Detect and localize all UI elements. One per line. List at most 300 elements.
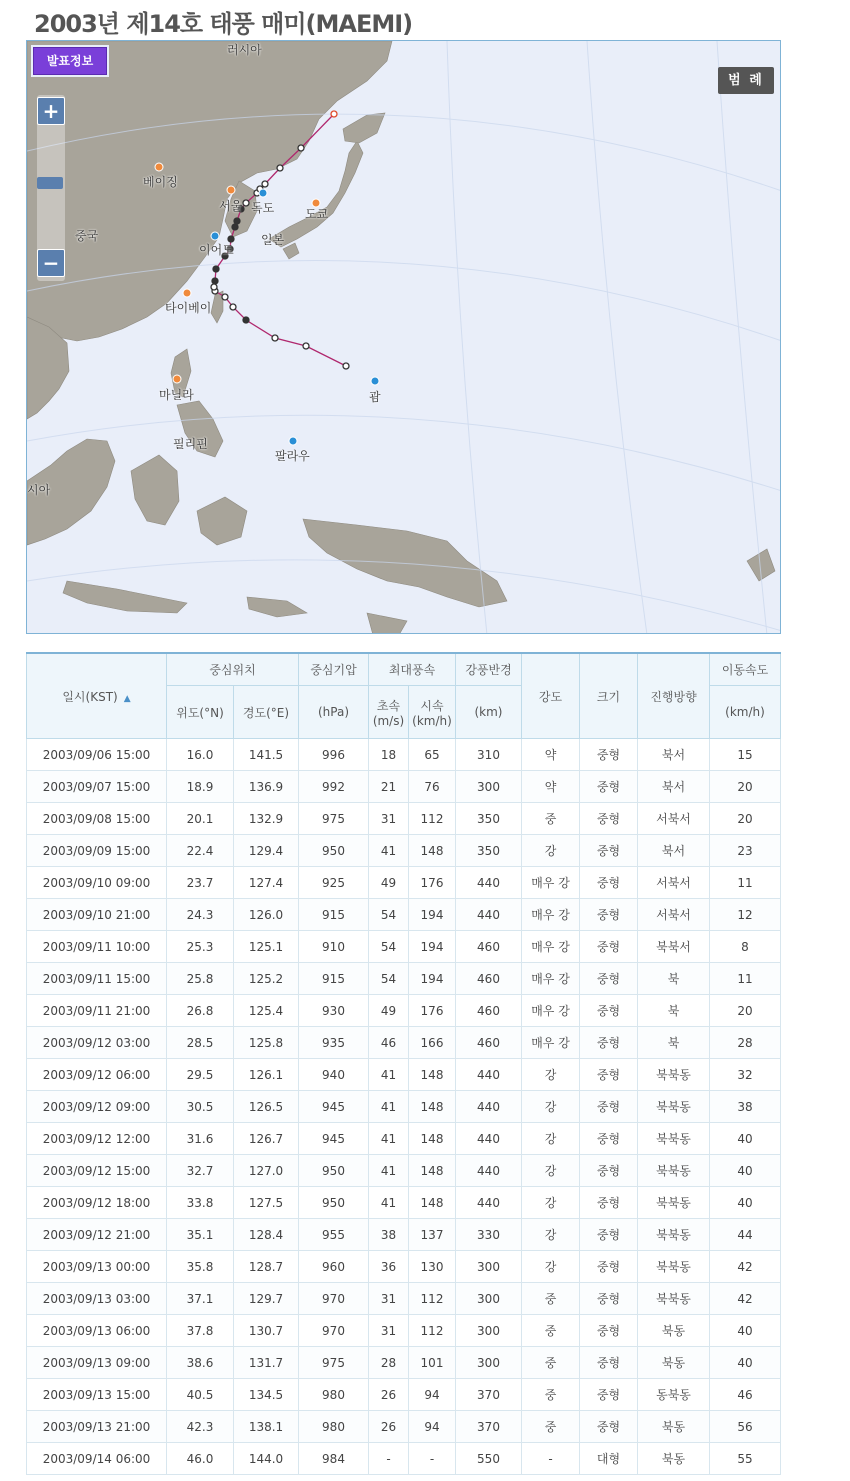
table-cell: 북북동 [638,1091,710,1123]
table-cell: 975 [299,803,369,835]
legend-button[interactable]: 범 례 [718,67,774,94]
table-cell: 북동 [638,1347,710,1379]
table-cell: 29.5 [167,1059,234,1091]
track-node [262,181,268,187]
table-cell: 15 [710,739,781,771]
track-node [298,145,304,151]
table-cell: 41 [369,1155,409,1187]
typhoon-data-table [26,652,781,1475]
table-cell: 300 [456,1347,522,1379]
label-manila: 마닐라 [159,388,194,402]
table-cell: 북북동 [638,1251,710,1283]
table-cell: 매우 강 [522,867,580,899]
label-seoul: 서울 [219,199,243,213]
table-cell: 915 [299,963,369,995]
label-taipei: 타이베이 [165,301,212,315]
header-kmh-unit: (km/h) [412,713,452,728]
table-cell: 126.1 [234,1059,299,1091]
table-cell: 42 [710,1283,781,1315]
table-row [27,867,781,899]
header-ms [369,686,409,739]
table-row [27,995,781,1027]
table-cell: 945 [299,1123,369,1155]
table-cell: 중형 [580,1091,638,1123]
table-cell: 370 [456,1379,522,1411]
table-cell: 매우 강 [522,1027,580,1059]
table-cell: 중형 [580,899,638,931]
track-node [343,363,349,369]
sort-asc-icon[interactable]: ▲ [123,693,131,704]
table-cell: 28 [710,1027,781,1059]
page-title: 2003년 제14호 태풍 매미(MAEMI) [34,10,413,38]
table-cell: 460 [456,963,522,995]
table-cell: 중형 [580,835,638,867]
table-cell: 127.5 [234,1187,299,1219]
table-cell: 중형 [580,1283,638,1315]
table-row [27,739,781,771]
table-cell: 129.4 [234,835,299,867]
header-pressure: 중심기압 [299,653,369,686]
table-cell: 41 [369,1123,409,1155]
table-cell: 2003/09/12 21:00 [27,1219,167,1251]
marker-guam-icon[interactable] [371,377,379,385]
table-cell: 북동 [638,1315,710,1347]
header-size: 크기 [580,653,638,739]
table-cell: 440 [456,1091,522,1123]
table-cell: 300 [456,1315,522,1347]
table-cell: 38 [369,1219,409,1251]
table-cell: 중 [522,1411,580,1443]
table-row [27,1251,781,1283]
table-cell: 132.9 [234,803,299,835]
table-cell: 북북동 [638,1187,710,1219]
table-row [27,835,781,867]
table-cell: 125.1 [234,931,299,963]
table-row [27,1347,781,1379]
table-cell: 54 [369,931,409,963]
table-cell: 975 [299,1347,369,1379]
table-cell: 2003/09/11 10:00 [27,931,167,963]
zoom-slider-handle[interactable] [37,177,63,189]
table-cell: 북북동 [638,1123,710,1155]
header-speed: 이동속도 [710,653,781,686]
table-cell: 2003/09/10 09:00 [27,867,167,899]
table-row [27,963,781,995]
table-cell: 194 [409,963,456,995]
table-cell: 북북동 [638,1219,710,1251]
typhoon-track-map[interactable] [26,40,781,634]
marker-seoul-icon[interactable] [227,186,235,194]
table-cell: 12 [710,899,781,931]
zoom-in-button[interactable]: + [37,97,65,125]
table-cell: 동북동 [638,1379,710,1411]
table-cell: 42 [710,1251,781,1283]
table-cell: 중형 [580,803,638,835]
table-cell: 49 [369,995,409,1027]
table-cell: 130.7 [234,1315,299,1347]
header-datetime-label: 일시(KST) [62,689,118,704]
track-node [272,335,278,341]
table-cell: 40.5 [167,1379,234,1411]
table-cell: 996 [299,739,369,771]
table-cell: 915 [299,899,369,931]
table-cell: 16.0 [167,739,234,771]
table-cell: 중형 [580,995,638,1027]
label-russia: 러시아 [227,43,262,57]
table-cell: 148 [409,1155,456,1187]
table-cell: 중형 [580,1347,638,1379]
table-cell: 중형 [580,867,638,899]
table-cell: 북서 [638,835,710,867]
table-cell: 940 [299,1059,369,1091]
table-cell: 북 [638,995,710,1027]
table-cell: 강 [522,1155,580,1187]
table-cell: 134.5 [234,1379,299,1411]
table-cell: 2003/09/13 03:00 [27,1283,167,1315]
table-cell: 49 [369,867,409,899]
track-node [243,317,249,323]
table-row [27,1091,781,1123]
table-cell: 930 [299,995,369,1027]
table-cell: 서북서 [638,803,710,835]
table-cell: 300 [456,1251,522,1283]
table-cell: 35.8 [167,1251,234,1283]
table-cell: 37.8 [167,1315,234,1347]
track-node [230,304,236,310]
table-cell: 310 [456,739,522,771]
table-cell: 101 [409,1347,456,1379]
table-cell: 40 [710,1155,781,1187]
table-cell: 21 [369,771,409,803]
table-cell: 20 [710,771,781,803]
header-radius: 강풍반경 [456,653,522,686]
table-cell: 24.3 [167,899,234,931]
table-cell: 북 [638,1027,710,1059]
table-cell: 94 [409,1411,456,1443]
marker-ieodo-icon[interactable] [211,232,219,240]
table-cell: 28 [369,1347,409,1379]
table-cell: 945 [299,1091,369,1123]
table-cell: 중 [522,1283,580,1315]
label-philippines: 필리핀 [173,437,208,451]
table-cell: - [369,1443,409,1475]
label-palau: 팔라우 [275,449,310,463]
table-cell: 북북서 [638,931,710,963]
table-cell: 440 [456,1123,522,1155]
label-guam: 괌 [369,390,381,404]
table-cell: 31 [369,1315,409,1347]
label-asia: 시아 [27,483,51,497]
table-row [27,1411,781,1443]
table-cell: 32 [710,1059,781,1091]
table-cell: 2003/09/12 03:00 [27,1027,167,1059]
table-cell: 992 [299,771,369,803]
table-cell: 중 [522,1347,580,1379]
header-center: 중심위치 [167,653,299,686]
table-cell: 350 [456,835,522,867]
publish-info-button[interactable]: 발표정보 [33,47,107,75]
table-cell: 148 [409,835,456,867]
table-cell: 148 [409,1059,456,1091]
table-cell: 약 [522,739,580,771]
table-cell: 955 [299,1219,369,1251]
table-cell: 925 [299,867,369,899]
table-cell: 35.1 [167,1219,234,1251]
table-cell: 강 [522,1091,580,1123]
table-cell: 26 [369,1379,409,1411]
label-beijing: 베이징 [143,175,178,189]
label-ieodo: 이어도 [199,243,234,257]
table-cell: 550 [456,1443,522,1475]
table-row [27,1443,781,1475]
table-cell: 38 [710,1091,781,1123]
table-cell: 300 [456,771,522,803]
table-cell: 11 [710,867,781,899]
header-radius-unit: (km) [456,686,522,739]
table-cell: 126.7 [234,1123,299,1155]
table-cell: 중형 [580,1219,638,1251]
table-cell: 북북동 [638,1283,710,1315]
header-direction: 진행방향 [638,653,710,739]
table-cell: 2003/09/12 18:00 [27,1187,167,1219]
table-cell: 176 [409,867,456,899]
table-cell: 125.2 [234,963,299,995]
table-cell: 강 [522,1123,580,1155]
table-cell: 중형 [580,1379,638,1411]
table-cell: 26 [369,1411,409,1443]
table-cell: 984 [299,1443,369,1475]
table-cell: 127.0 [234,1155,299,1187]
table-cell: 42.3 [167,1411,234,1443]
table-cell: 138.1 [234,1411,299,1443]
table-cell: 북북동 [638,1155,710,1187]
track-node [232,224,238,230]
table-cell: 매우 강 [522,899,580,931]
table-cell: 매우 강 [522,931,580,963]
table-cell: 2003/09/12 15:00 [27,1155,167,1187]
table-cell: 148 [409,1187,456,1219]
map-canvas[interactable] [27,41,781,634]
table-cell: 910 [299,931,369,963]
marker-palau-icon[interactable] [289,437,297,445]
table-cell: 20.1 [167,803,234,835]
table-cell: 강 [522,835,580,867]
header-intensity: 강도 [522,653,580,739]
table-cell: 129.7 [234,1283,299,1315]
table-cell: 148 [409,1123,456,1155]
table-cell: 128.7 [234,1251,299,1283]
label-china: 중국 [75,229,99,243]
table-cell: 44 [710,1219,781,1251]
table-cell: 2003/09/10 21:00 [27,899,167,931]
marker-taipei-icon[interactable] [183,289,191,297]
table-cell: 141.5 [234,739,299,771]
table-row [27,1027,781,1059]
table-cell: 55 [710,1443,781,1475]
table-cell: 36 [369,1251,409,1283]
table-cell: 25.3 [167,931,234,963]
table-cell: 중형 [580,1315,638,1347]
track-node [213,266,219,272]
table-cell: 북북동 [638,1059,710,1091]
table-cell: 46 [710,1379,781,1411]
track-node [303,343,309,349]
table-cell: 중형 [580,1123,638,1155]
table-cell: 2003/09/13 09:00 [27,1347,167,1379]
table-cell: 176 [409,995,456,1027]
marker-dokdo-icon[interactable] [259,189,267,197]
table-cell: 131.7 [234,1347,299,1379]
table-cell: 460 [456,1027,522,1059]
table-cell: 194 [409,899,456,931]
table-cell: 440 [456,1155,522,1187]
table-cell: 130 [409,1251,456,1283]
table-cell: 65 [409,739,456,771]
table-cell: 460 [456,931,522,963]
table-cell: 440 [456,1187,522,1219]
table-cell: 76 [409,771,456,803]
table-cell: 강 [522,1251,580,1283]
table-cell: 중형 [580,931,638,963]
table-cell: 중형 [580,1059,638,1091]
table-cell: 144.0 [234,1443,299,1475]
table-cell: 950 [299,1187,369,1219]
track-node [211,284,217,290]
table-cell: 20 [710,995,781,1027]
table-cell: 중 [522,1379,580,1411]
marker-manila-icon[interactable] [173,375,181,383]
header-speed-unit: (km/h) [710,686,781,739]
table-cell: 440 [456,899,522,931]
table-cell: 970 [299,1315,369,1347]
table-cell: 46.0 [167,1443,234,1475]
table-cell: 40 [710,1187,781,1219]
table-cell: 960 [299,1251,369,1283]
label-dokdo: 독도 [251,201,275,215]
table-cell: 370 [456,1411,522,1443]
table-cell: 56 [710,1411,781,1443]
table-cell: 중 [522,803,580,835]
table-cell: 950 [299,1155,369,1187]
table-cell: 11 [710,963,781,995]
table-cell: 중형 [580,771,638,803]
header-pressure-unit: (hPa) [299,686,369,739]
table-cell: 37.1 [167,1283,234,1315]
table-cell: 중형 [580,963,638,995]
table-cell: 2003/09/12 12:00 [27,1123,167,1155]
table-cell: 8 [710,931,781,963]
track-node [212,278,218,284]
table-cell: 22.4 [167,835,234,867]
table-cell: 23.7 [167,867,234,899]
table-cell: 127.4 [234,867,299,899]
table-row [27,1315,781,1347]
table-cell: 2003/09/11 21:00 [27,995,167,1027]
track-node [277,165,283,171]
table-row [27,931,781,963]
table-cell: 2003/09/13 06:00 [27,1315,167,1347]
table-cell: 125.4 [234,995,299,1027]
table-cell: 126.0 [234,899,299,931]
table-cell: 중형 [580,1251,638,1283]
table-cell: 31.6 [167,1123,234,1155]
table-cell: 2003/09/08 15:00 [27,803,167,835]
table-cell: 서북서 [638,867,710,899]
marker-beijing-icon[interactable] [155,163,163,171]
zoom-out-button[interactable]: − [37,249,65,277]
table-cell: 2003/09/13 00:00 [27,1251,167,1283]
table-cell: 북서 [638,739,710,771]
table-cell: 950 [299,835,369,867]
table-cell: 980 [299,1379,369,1411]
table-cell: 300 [456,1283,522,1315]
table-cell: - [522,1443,580,1475]
table-cell: 440 [456,867,522,899]
table-cell: 약 [522,771,580,803]
table-row [27,1379,781,1411]
table-cell: 41 [369,1091,409,1123]
table-cell: - [409,1443,456,1475]
table-cell: 440 [456,1059,522,1091]
header-datetime[interactable] [27,653,167,739]
table-cell: 매우 강 [522,995,580,1027]
table-row [27,1283,781,1315]
table-cell: 125.8 [234,1027,299,1059]
table-cell: 2003/09/12 09:00 [27,1091,167,1123]
table-cell: 2003/09/14 06:00 [27,1443,167,1475]
table-cell: 18.9 [167,771,234,803]
table-cell: 중형 [580,739,638,771]
table-cell: 매우 강 [522,963,580,995]
header-lat: 위도(°N) [167,686,234,739]
table-cell: 32.7 [167,1155,234,1187]
table-row [27,771,781,803]
table-cell: 30.5 [167,1091,234,1123]
table-cell: 33.8 [167,1187,234,1219]
table-cell: 북동 [638,1411,710,1443]
table-cell: 148 [409,1091,456,1123]
table-cell: 강 [522,1187,580,1219]
table-cell: 서북서 [638,899,710,931]
table-row [27,1187,781,1219]
table-cell: 28.5 [167,1027,234,1059]
table-cell: 194 [409,931,456,963]
land-indonesia [27,439,775,634]
table-cell: 북서 [638,771,710,803]
table-cell: 137 [409,1219,456,1251]
table-cell: 26.8 [167,995,234,1027]
table-row [27,1059,781,1091]
header-ms-unit: (m/s) [372,713,405,728]
table-cell: 970 [299,1283,369,1315]
track-node [222,294,228,300]
table-cell: 41 [369,1187,409,1219]
table-cell: 중형 [580,1027,638,1059]
table-cell: 41 [369,835,409,867]
table-cell: 2003/09/13 21:00 [27,1411,167,1443]
table-cell: 112 [409,1283,456,1315]
table-cell: 2003/09/12 06:00 [27,1059,167,1091]
table-row [27,899,781,931]
table-row [27,1123,781,1155]
table-body [27,739,781,1475]
table-cell: 40 [710,1123,781,1155]
table-row [27,803,781,835]
table-cell: 중형 [580,1411,638,1443]
table-cell: 대형 [580,1443,638,1475]
table-cell: 112 [409,1315,456,1347]
table-cell: 112 [409,803,456,835]
